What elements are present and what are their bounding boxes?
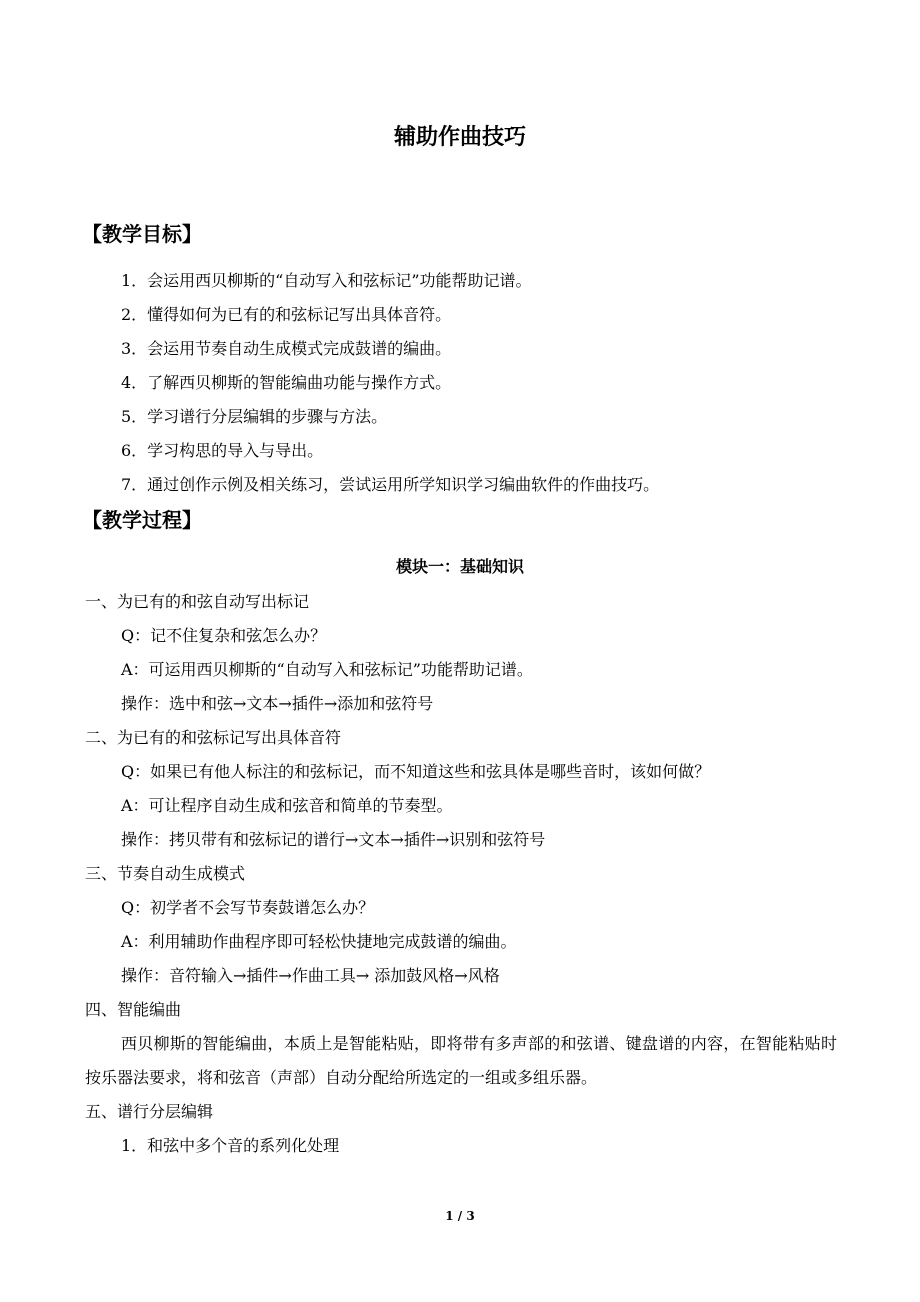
page-number: 1 / 3 [445, 1209, 475, 1223]
process-heading: 【教学过程】 [82, 508, 202, 532]
objective-item-3: 3．会运用节奏自动生成模式完成鼓谱的编曲。 [121, 339, 452, 358]
section-3-operation: 操作：音符输入→插件→作曲工具→ 添加鼓风格→风格 [121, 966, 500, 985]
section-2-heading: 二、为已有的和弦标记写出具体音符 [85, 728, 342, 747]
section-3-question: Q：初学者不会写节奏鼓谱怎么办？ [121, 898, 375, 917]
section-1-heading: 一、为已有的和弦自动写出标记 [85, 592, 310, 611]
section-1-question: Q：记不住复杂和弦怎么办？ [121, 626, 327, 645]
objectives-heading: 【教学目标】 [82, 222, 202, 246]
objective-item-2: 2．懂得如何为已有的和弦标记写出具体音符。 [121, 305, 452, 324]
objective-item-4: 4．了解西贝柳斯的智能编曲功能与操作方式。 [121, 373, 452, 392]
section-2-question: Q：如果已有他人标注的和弦标记，而不知道这些和弦具体是哪些音时，该如何做？ [121, 762, 711, 781]
section-5-item-1: 1．和弦中多个音的系列化处理 [121, 1136, 340, 1155]
section-5-heading: 五、谱行分层编辑 [85, 1102, 214, 1121]
section-2-operation: 操作：拷贝带有和弦标记的谱行→文本→插件→识别和弦符号 [121, 830, 546, 849]
module-title: 模块一：基础知识 [395, 557, 524, 576]
section-1-operation: 操作：选中和弦→文本→插件→添加和弦符号 [121, 694, 434, 713]
page-title: 辅助作曲技巧 [393, 124, 526, 150]
objective-item-1: 1．会运用西贝柳斯的“自动写入和弦标记”功能帮助记谱。 [121, 271, 532, 290]
objective-item-5: 5．学习谱行分层编辑的步骤与方法。 [121, 407, 388, 426]
section-2-answer: A：可让程序自动生成和弦音和简单的节奏型。 [121, 796, 453, 815]
section-3-answer: A：利用辅助作曲程序即可轻松快捷地完成鼓谱的编曲。 [121, 932, 517, 951]
section-3-heading: 三、节奏自动生成模式 [85, 864, 246, 883]
objective-item-6: 6．学习构思的导入与导出。 [121, 441, 324, 460]
section-4-paragraph: 西贝柳斯的智能编曲，本质上是智能粘贴，即将带有多声部的和弦谱、键盘谱的内容，在智能粘贴时按乐器法要求，将和弦音（声部）自动分配给所选定的一组或多组乐器。 [85, 1034, 837, 1087]
section-4-heading: 四、智能编曲 [85, 1000, 182, 1019]
section-1-answer: A：可运用西贝柳斯的“自动写入和弦标记”功能帮助记谱。 [121, 660, 533, 679]
objective-item-7: 7．通过创作示例及相关练习，尝试运用所学知识学习编曲软件的作曲技巧。 [121, 475, 660, 494]
